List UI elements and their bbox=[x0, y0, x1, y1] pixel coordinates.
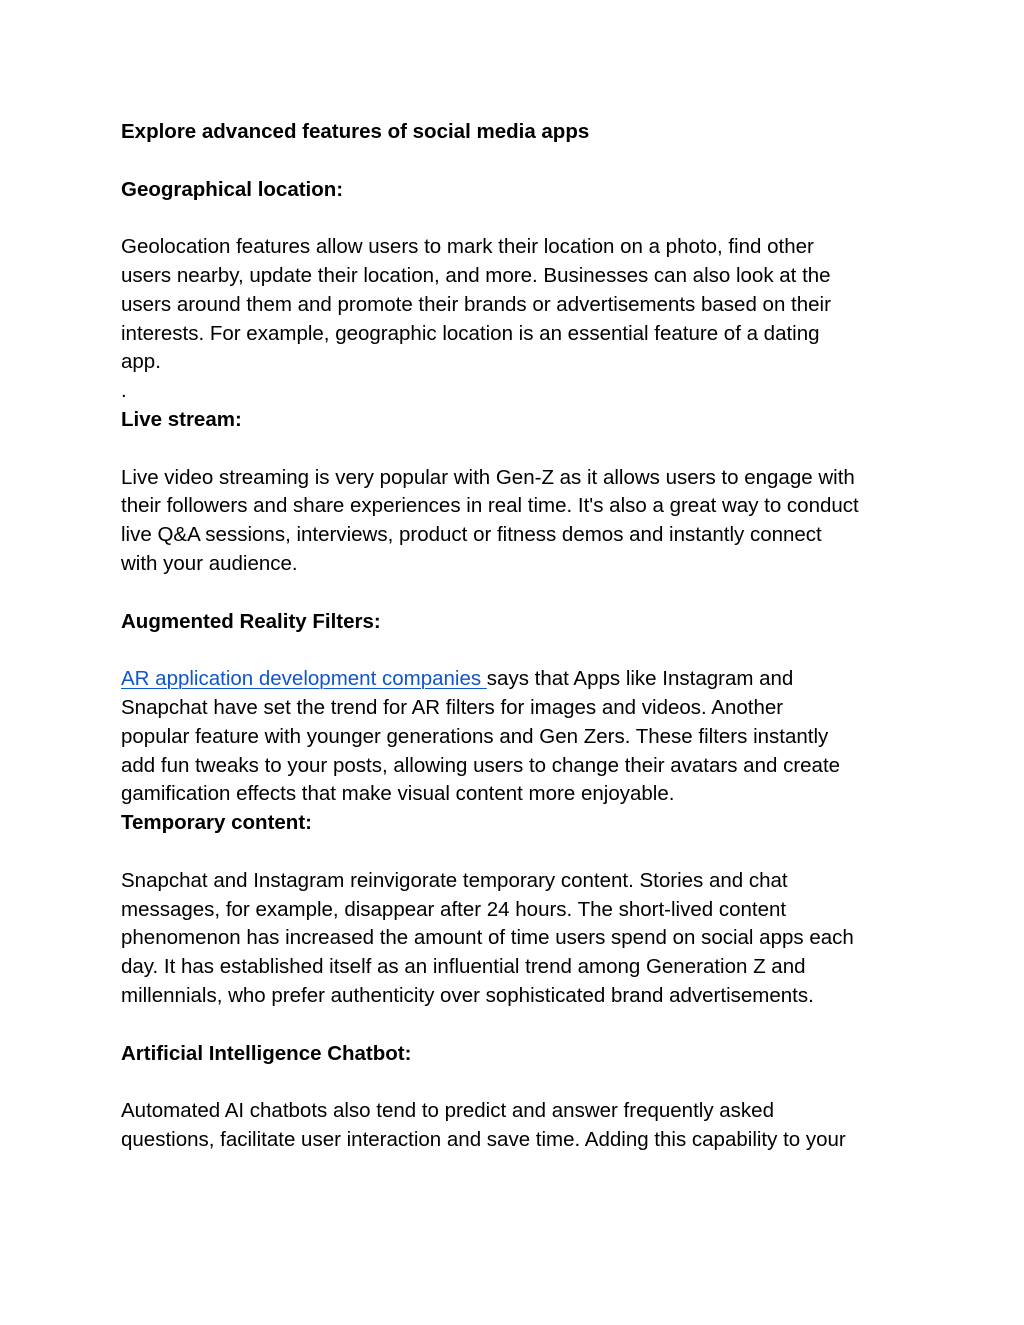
paragraph-line: day. It has established itself as an influential trend among Generation Z and bbox=[121, 955, 806, 979]
paragraph-line: . bbox=[121, 379, 127, 403]
paragraph-line: interests. For example, geographic location is an essential feature of a dating bbox=[121, 321, 820, 345]
paragraph-line: users nearby, update their location, and more. Businesses can also look at the bbox=[121, 263, 831, 287]
ar-companies-link[interactable]: AR application development companies bbox=[121, 667, 487, 691]
spacer bbox=[121, 838, 911, 867]
heading-ar-filters: Augmented Reality Filters: bbox=[121, 609, 381, 633]
paragraph-line: app. bbox=[121, 350, 161, 374]
paragraph-line: add fun tweaks to your posts, allowing users to change their avatars and create bbox=[121, 753, 841, 777]
paragraph-line: millennials, who prefer authenticity over sophisticated brand advertisements. bbox=[121, 983, 814, 1007]
paragraph-line: messages, for example, disappear after 24 hours. The short-lived content bbox=[121, 897, 787, 921]
document-title: Explore advanced features of social media apps bbox=[121, 120, 590, 143]
spacer bbox=[121, 204, 911, 233]
paragraph-line: Snapchat have set the trend for AR filters for images and videos. Another bbox=[121, 695, 784, 719]
spacer bbox=[121, 435, 911, 464]
paragraph-line: phenomenon has increased the amount of time users spend on social apps each bbox=[121, 926, 854, 950]
paragraph-line: Automated AI chatbots also tend to predict and answer frequently asked bbox=[121, 1099, 774, 1123]
paragraph-line: Live video streaming is very popular with Gen-Z as it allows users to engage with bbox=[121, 465, 855, 489]
paragraph-line bbox=[121, 665, 911, 694]
spacer bbox=[121, 1011, 911, 1040]
spacer bbox=[121, 579, 911, 608]
heading-live-stream: Live stream: bbox=[121, 407, 242, 431]
paragraph-line: users around them and promote their brands or advertisements based on their bbox=[121, 292, 831, 316]
heading-ai-chatbot: Artificial Intelligence Chatbot: bbox=[121, 1041, 412, 1065]
paragraph-line: with your audience. bbox=[121, 551, 298, 575]
paragraph-line: questions, facilitate user interaction and save time. Adding this capability to your bbox=[121, 1127, 846, 1151]
paragraph-text: says that Apps like Instagram and bbox=[486, 667, 794, 691]
paragraph-line: popular feature with younger generations and Gen Zers. These filters instantly bbox=[121, 724, 829, 748]
paragraph-line: Geolocation features allow users to mark their location on a photo, find other bbox=[121, 235, 814, 259]
document-page bbox=[121, 118, 911, 1155]
paragraph-line: live Q&A sessions, interviews, product or fitness demos and instantly connect bbox=[121, 523, 822, 547]
paragraph-line: their followers and share experiences in real time. It's also a great way to conduct bbox=[121, 494, 859, 518]
spacer bbox=[121, 1068, 911, 1097]
paragraph-line: Snapchat and Instagram reinvigorate temporary content. Stories and chat bbox=[121, 868, 788, 892]
heading-geographical-location: Geographical location: bbox=[121, 177, 344, 201]
spacer bbox=[121, 147, 911, 176]
paragraph-line: gamification effects that make visual content more enjoyable. bbox=[121, 782, 675, 806]
heading-temporary-content: Temporary content: bbox=[121, 811, 312, 835]
spacer bbox=[121, 636, 911, 665]
